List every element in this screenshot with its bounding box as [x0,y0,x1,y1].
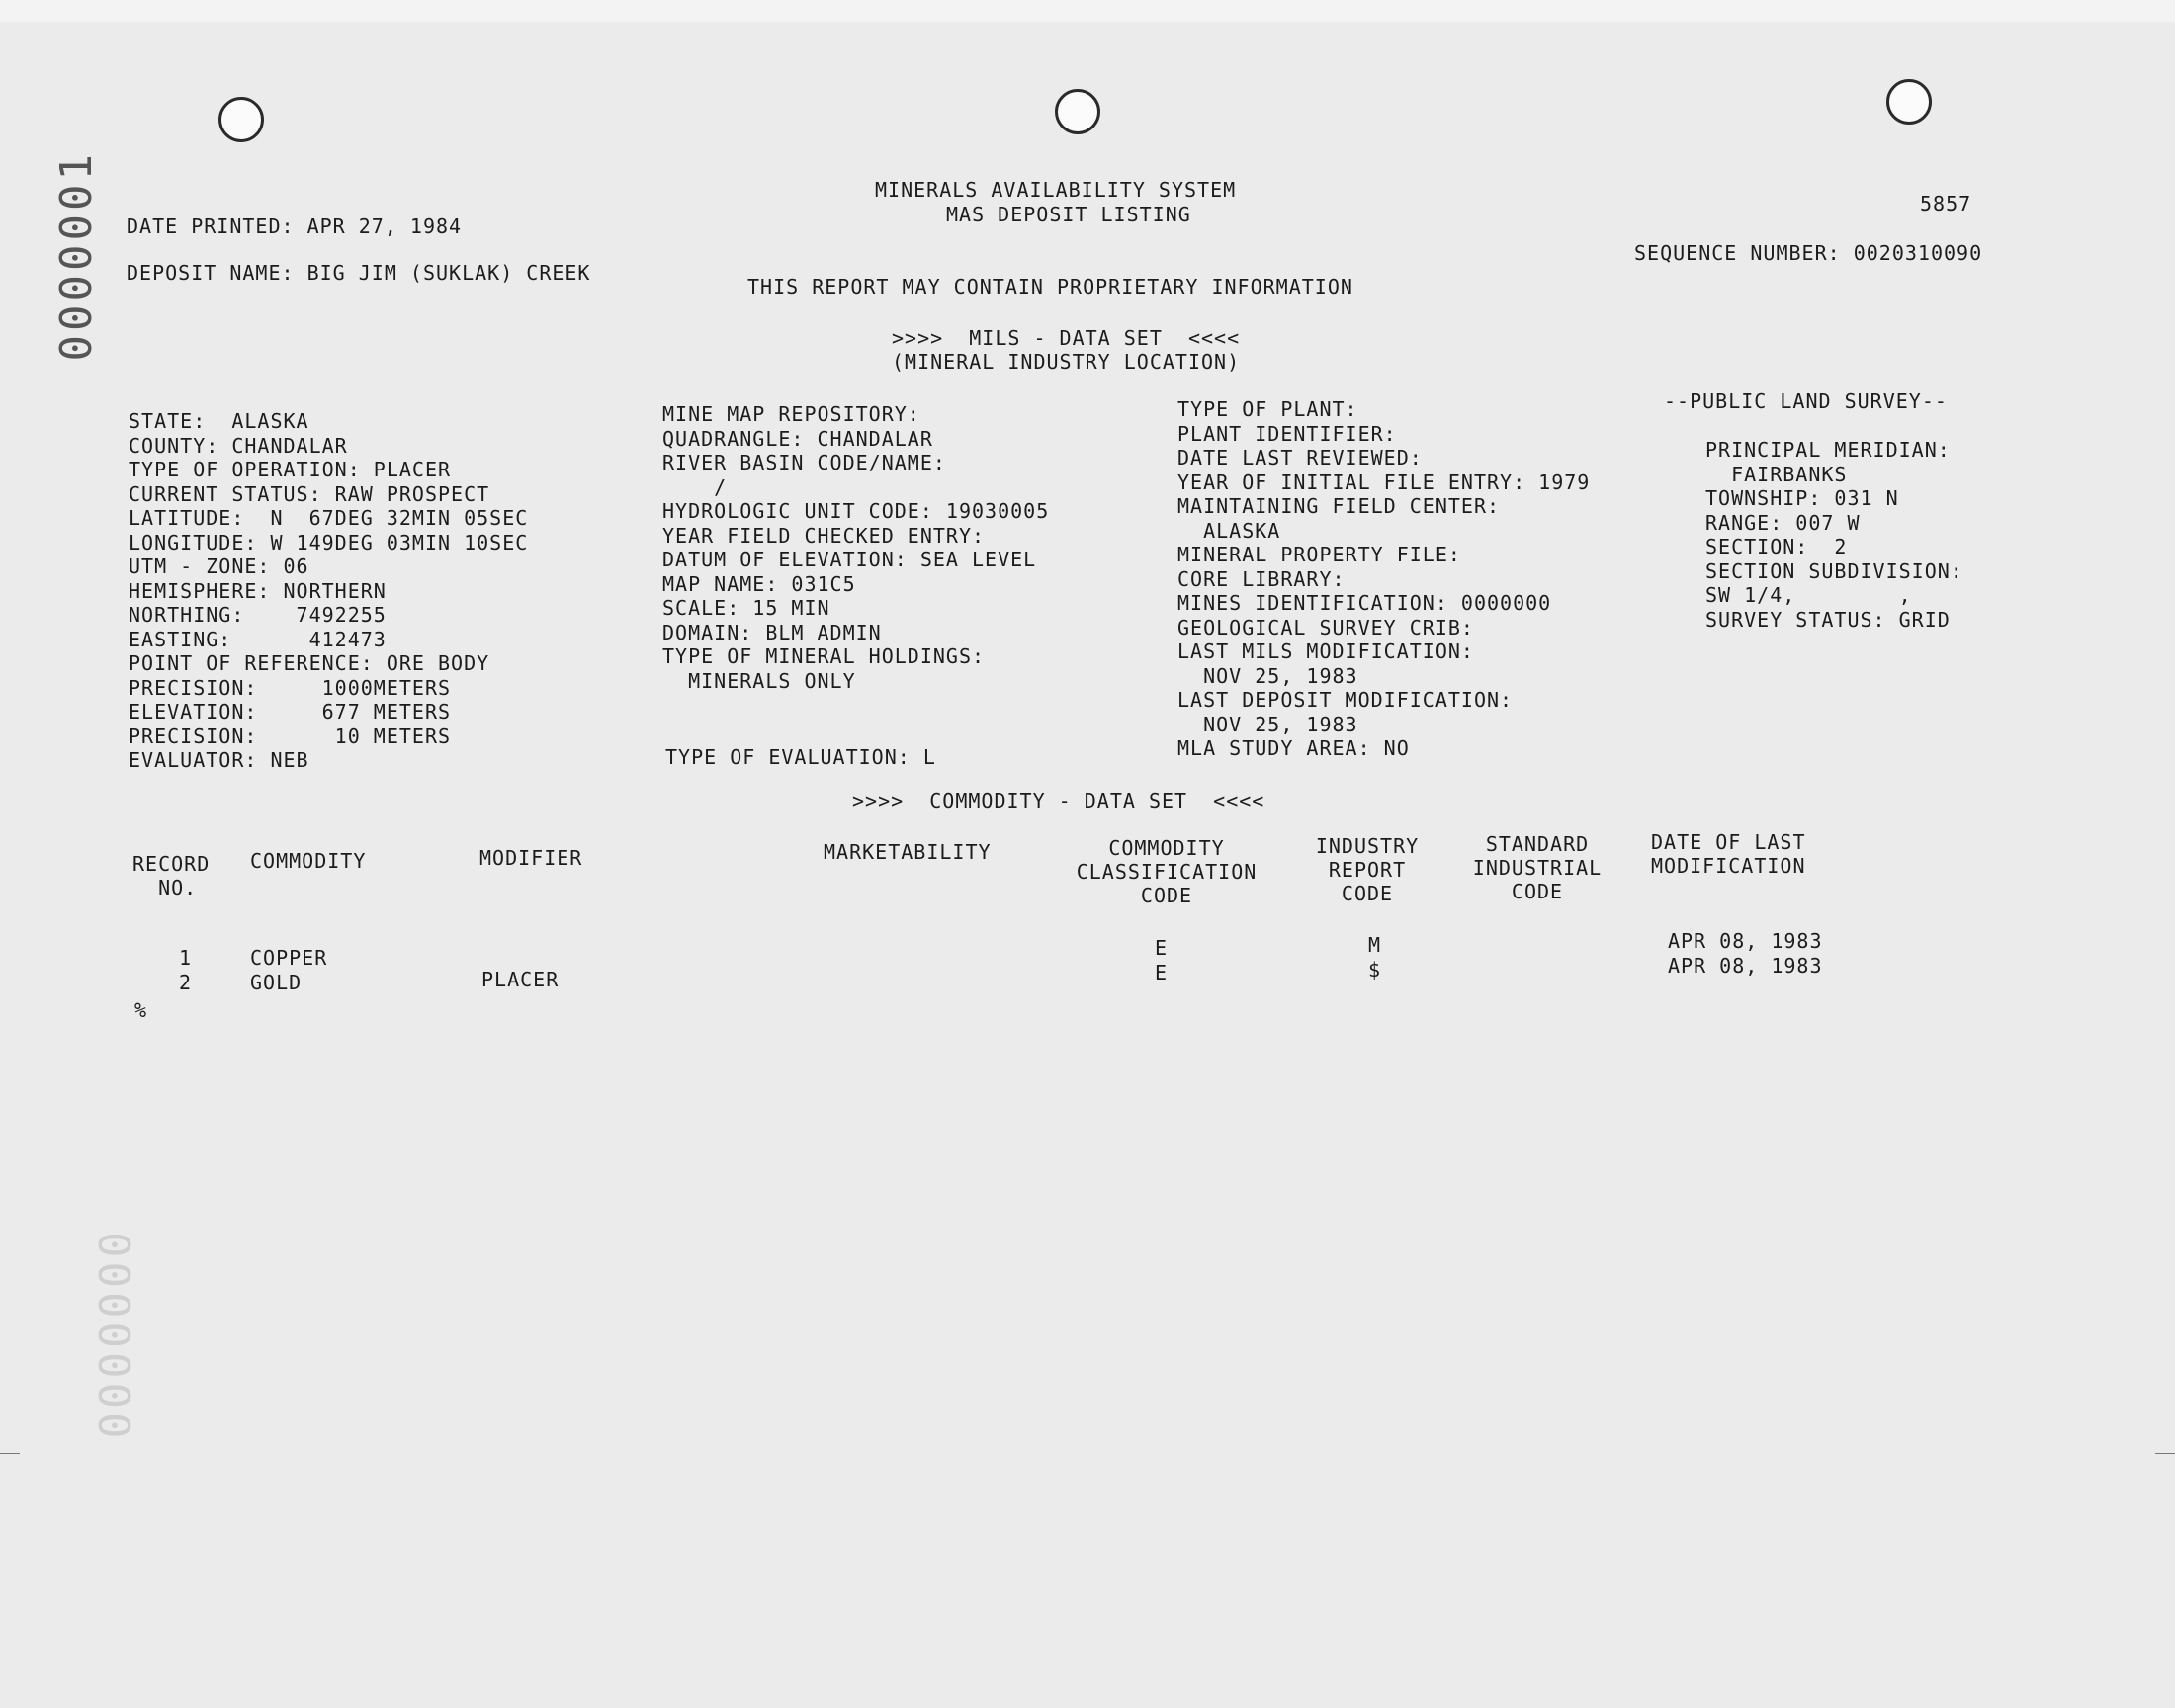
scan-line [0,1453,20,1454]
header-record-no: RECORD NO. [132,852,211,899]
table-row-2-date: APR 08, 1983 [1668,954,1823,978]
field-line: NOV 25, 1983 [1177,712,1358,736]
field-line: STATE: ALASKA [129,409,309,433]
table-row-1-commodity: COPPER [250,946,328,970]
field-line: TYPE OF PLANT: [1177,397,1358,421]
field-line: MAP NAME: 031C5 [662,571,856,596]
header-modifier: MODIFIER [479,846,583,870]
field-line: LAST MILS MODIFICATION: [1177,640,1474,663]
field-line: MINERALS ONLY [662,668,856,693]
sequence-number: SEQUENCE NUMBER: 0020310090 [1634,241,1983,265]
field-line: PLANT IDENTIFIER: [1177,421,1397,446]
table-row-1-classification: E [1155,936,1169,960]
location-column [129,409,528,773]
punch-hole-center [1055,89,1100,134]
field-line: TOWNSHIP: 031 N [1705,486,1899,510]
table-row-2-commodity: GOLD [250,971,303,994]
field-line: CURRENT STATUS: RAW PROSPECT [129,481,490,506]
table-row-2-industry: $ [1368,958,1382,982]
header-commodity: COMMODITY [250,849,367,873]
scan-line [2155,1453,2175,1454]
end-of-listing-mark: % [134,998,148,1022]
header-industry-report-code: INDUSTRY REPORT CODE [1315,834,1420,905]
header-classification-code: COMMODITY CLASSIFICATION CODE [1076,836,1258,907]
field-line: LONGITUDE: W 149DEG 03MIN 10SEC [129,530,529,555]
field-line: FAIRBANKS [1705,462,1848,486]
field-line: LATITUDE: N 67DEG 32MIN 05SEC [129,506,529,530]
field-line: TYPE OF MINERAL HOLDINGS: [662,644,986,668]
table-row-1-date: APR 08, 1983 [1668,929,1823,953]
date-printed: DATE PRINTED: APR 27, 1984 [127,214,463,238]
field-line: DOMAIN: BLM ADMIN [662,620,882,644]
report-sheet [0,22,2175,1708]
field-line: POINT OF REFERENCE: ORE BODY [129,651,490,675]
deposit-name: DEPOSIT NAME: BIG JIM (SUKLAK) CREEK [127,261,591,285]
commodity-title: >>>> COMMODITY - DATA SET <<<< [852,789,1265,812]
table-row-2-classification: E [1155,961,1169,984]
field-line: QUADRANGLE: CHANDALAR [662,426,933,451]
field-line: ALASKA [1177,518,1281,543]
field-line: SCALE: 15 MIN [662,596,830,620]
header-marketability: MARKETABILITY [824,840,992,864]
field-line: GEOLOGICAL SURVEY CRIB: [1177,615,1474,640]
field-line: SECTION SUBDIVISION: [1705,558,1963,583]
field-line: HEMISPHERE: NORTHERN [129,578,387,603]
field-line: TYPE OF OPERATION: PLACER [129,458,452,481]
field-line: MINES IDENTIFICATION: 0000000 [1177,591,1552,615]
survey-column [1705,438,1963,632]
table-row-1-industry: M [1368,933,1382,957]
field-line: / [662,474,728,499]
field-line: YEAR OF INITIAL FILE ENTRY: 1979 [1177,470,1591,494]
field-line: SW 1/4, , [1705,583,1912,607]
field-line: MLA STUDY AREA: NO [1177,736,1410,760]
field-line: MINE MAP REPOSITORY: [662,402,920,426]
mils-title: >>>> MILS - DATA SET <<<< [892,326,1241,350]
field-line: DATUM OF ELEVATION: SEA LEVEL [662,548,1037,571]
field-line: SURVEY STATUS: GRID [1705,607,1951,632]
listing-title: MAS DEPOSIT LISTING [946,203,1191,226]
field-line: NORTHING: 7492255 [129,603,387,627]
field-line: RANGE: 007 W [1705,510,1861,535]
field-line: YEAR FIELD CHECKED ENTRY: [662,523,986,548]
type-of-evaluation: TYPE OF EVALUATION: L [665,745,936,769]
margin-stamp: 0000001 [51,150,102,362]
table-row-2-modifier: PLACER [481,968,560,991]
punch-hole-right [1886,79,1932,125]
field-line: PRECISION: 10 METERS [129,724,452,748]
mils-subtitle: (MINERAL INDUSTRY LOCATION) [892,350,1241,374]
field-line: PRINCIPAL MERIDIAN: [1705,438,1951,462]
margin-stamp-faded: 0000000 [91,1228,141,1439]
proprietary-notice: THIS REPORT MAY CONTAIN PROPRIETARY INFORMATION [747,275,1353,299]
field-line: RIVER BASIN CODE/NAME: [662,451,946,474]
field-line: NOV 25, 1983 [1177,663,1358,688]
field-line: DATE LAST REVIEWED: [1177,446,1423,470]
header-date-of-last-modification: DATE OF LAST MODIFICATION [1651,830,1806,878]
plant-column [1177,397,1590,761]
field-line: MINERAL PROPERTY FILE: [1177,543,1461,566]
field-line: PRECISION: 1000METERS [129,675,452,700]
system-title: MINERALS AVAILABILITY SYSTEM [875,178,1237,202]
field-line: MAINTAINING FIELD CENTER: [1177,494,1501,518]
field-line: EASTING: 412473 [129,627,387,651]
public-land-survey-title: --PUBLIC LAND SURVEY-- [1664,389,1948,413]
field-line: SECTION: 2 [1705,535,1848,558]
punch-hole-left [218,97,264,142]
page-number: 5857 [1920,192,1972,215]
table-row-1-no: 1 [179,946,193,970]
field-line: CORE LIBRARY: [1177,566,1346,591]
field-line: LAST DEPOSIT MODIFICATION: [1177,688,1514,712]
field-line: UTM - ZONE: 06 [129,555,309,578]
header-standard-industrial-code: STANDARD INDUSTRIAL CODE [1472,832,1603,903]
map-column [662,402,1049,693]
field-line: COUNTY: CHANDALAR [129,433,348,458]
field-line: HYDROLOGIC UNIT CODE: 19030005 [662,499,1050,523]
table-row-2-no: 2 [179,971,193,994]
field-line: ELEVATION: 677 METERS [129,700,452,724]
field-line: EVALUATOR: NEB [129,748,309,772]
